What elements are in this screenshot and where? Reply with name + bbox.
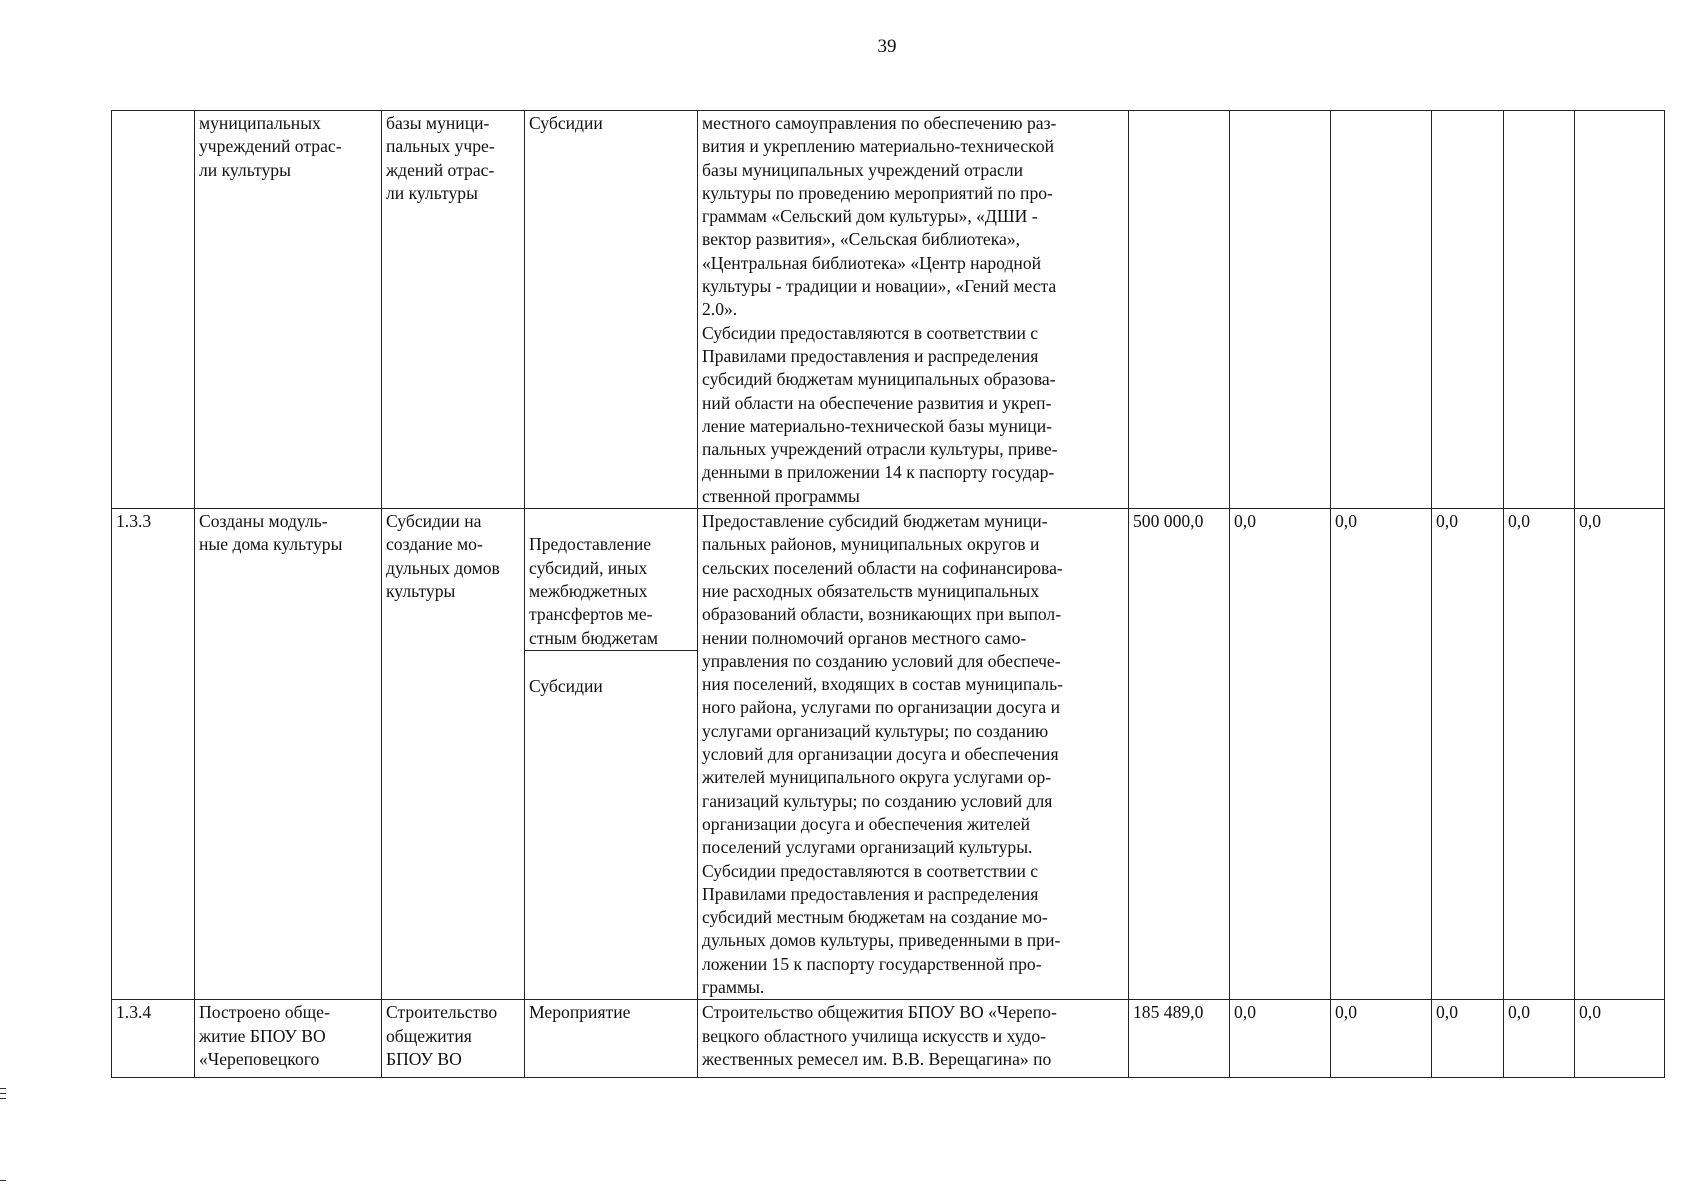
program-table [111, 110, 1665, 1078]
value-cell: 185 489,0 [1129, 1000, 1230, 1078]
event-cell: Субсидии на создание мо- дульных домов культуры [382, 509, 525, 1000]
table-row [112, 509, 1665, 1000]
value-cell [1331, 111, 1432, 509]
result-cell: Созданы модуль- ные дома культуры [195, 509, 382, 1000]
value-cell: 0,0 [1230, 509, 1331, 1000]
value-cell: 0,0 [1331, 1000, 1432, 1078]
value-cell [1230, 111, 1331, 509]
value-cell: 0,0 [1504, 509, 1575, 1000]
event-cell: Строительство общежития БПОУ ВО [382, 1000, 525, 1078]
value-cell [1504, 111, 1575, 509]
result-cell: Построено обще- житие БПОУ ВО «Череповецкого [195, 1000, 382, 1078]
result-cell: муниципальных учреждений отрас- ли культуры [195, 111, 382, 509]
value-cell [1432, 111, 1504, 509]
value-cell [1575, 111, 1665, 509]
value-cell: 0,0 [1432, 1000, 1504, 1078]
margin-mark [0, 1088, 6, 1089]
mechanism-cell: Мероприятие [525, 1000, 698, 1078]
page-number: 39 [877, 36, 897, 57]
margin-mark [0, 1180, 6, 1181]
description-cell: местного самоуправления по обеспечению раз- вития и укреплению материально-технической базы муниципальных учреждений отрасли культуры по проведению мероприятий по про- граммам «Сельский дом культуры», «ДШИ - вектор развития», «Сельская библиотека», «Центральная библиотека» «Центр народной культуры - традиции и новации», «Гений места 2.0». Субсидии предоставляются в соответствии с Правилами предоставления и распределения субсидий бюджетам муниципальных образова- ний области на обеспечение развития и укреп- ление материально-технической базы муници- пальных учреждений отрасли культуры, приве- денными в приложении 14 к паспорту государ- ственной программы [698, 111, 1129, 509]
value-cell [1129, 111, 1230, 509]
mechanism-primary: Предоставление субсидий, иных межбюджетных трансфертов ме- стным бюджетам [525, 532, 697, 650]
event-cell: базы муници- пальных учре- ждений отрас- ли культуры [382, 111, 525, 509]
table-row [112, 1000, 1665, 1078]
description-cell: Строительство общежития БПОУ ВО «Черепо- вецкого областного училища искусств и худо- жественных ремесел им. В.В. Верещагина» по [698, 1000, 1129, 1078]
mechanism-cell [525, 509, 698, 1000]
table-row [112, 111, 1665, 509]
margin-mark [0, 1093, 6, 1094]
value-cell: 0,0 [1331, 509, 1432, 1000]
value-cell: 0,0 [1575, 509, 1665, 1000]
mechanism-secondary: Субсидии [529, 676, 603, 697]
description-cell: Предоставление субсидий бюджетам муници- пальных районов, муниципальных округов и сельских поселений области на софинансирова- ние расходных обязательств муниципальных образований области, возникающих при выпол- нении полномочий органов местного само- управления по созданию условий для обеспече- ния поселений, входящих в состав муниципаль- ного района, услугами по организации досуга и услугами организаций культуры; по созданию условий для организации досуга и обеспечения жителей муниципального округа услугами ор- ганизаций культуры; по созданию условий для организации досуга и обеспечения жителей поселений услугами организаций культуры. Субсидии предоставляются в соответствии с Правилами предоставления и распределения субсидий местным бюджетам на создание мо- дульных домов культуры, приведенными в при- ложении 15 к паспорту государственной про- граммы. [698, 509, 1129, 1000]
value-cell: 500 000,0 [1129, 509, 1230, 1000]
row-number: 1.3.3 [112, 509, 195, 1000]
value-cell: 0,0 [1230, 1000, 1331, 1078]
value-cell: 0,0 [1432, 509, 1504, 1000]
margin-mark [0, 1098, 6, 1099]
row-number: 1.3.4 [112, 1000, 195, 1078]
value-cell: 0,0 [1504, 1000, 1575, 1078]
row-number [112, 111, 195, 509]
mechanism-cell: Субсидии [525, 111, 698, 509]
value-cell: 0,0 [1575, 1000, 1665, 1078]
